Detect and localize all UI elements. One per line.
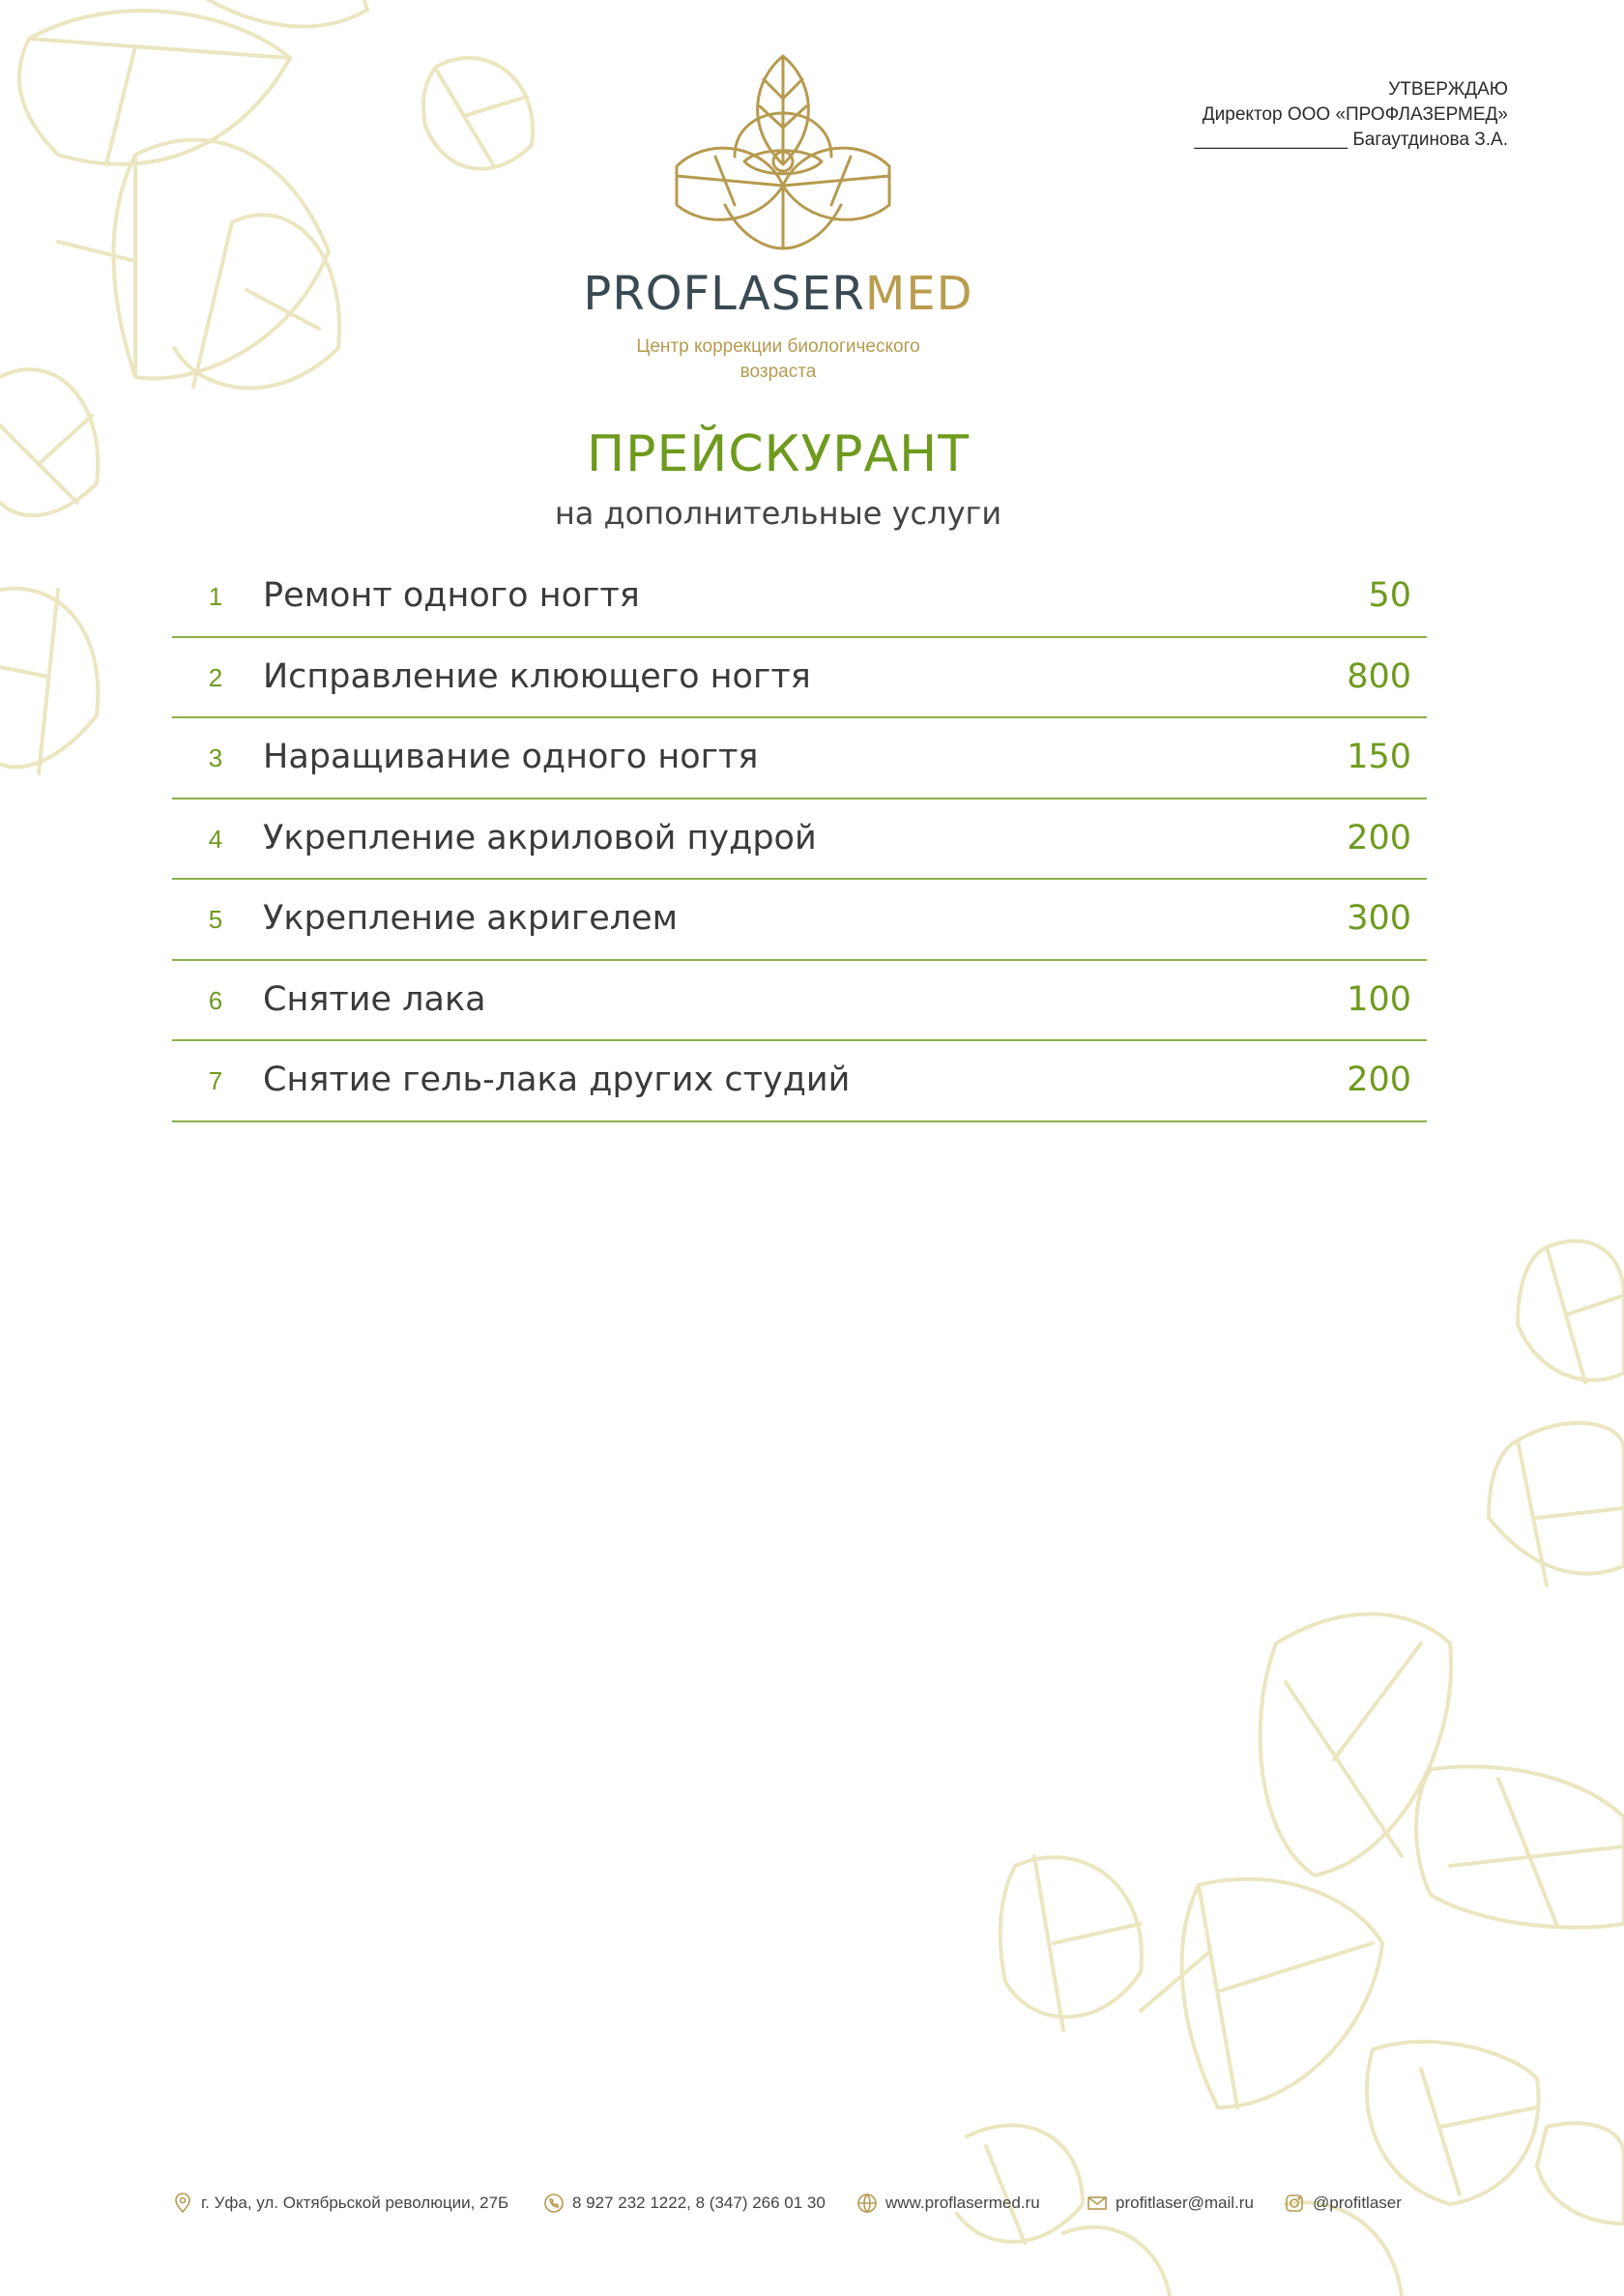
address-text: г. Уфа, ул. Октябрьской революции, 27Б — [201, 2194, 509, 2212]
row-number: 2 — [208, 662, 223, 692]
service-price: 100 — [1347, 979, 1411, 1019]
row-number: 3 — [208, 743, 223, 772]
brand-wordmark — [0, 265, 1556, 323]
approval-signature-line: _______________ Багаутдинова З.А. — [1194, 130, 1508, 150]
page-subtitle: на дополнительные услуги — [554, 495, 1002, 532]
email-link[interactable]: profitlaser@mail.ru — [1116, 2194, 1254, 2212]
service-name: Исправление клюющего ногтя — [263, 656, 811, 696]
service-price: 200 — [1347, 1061, 1411, 1099]
row-number: 7 — [208, 1066, 223, 1095]
approval-heading: УТВЕРЖДАЮ — [1388, 79, 1508, 100]
approval-block — [1005, 77, 1508, 153]
row-number: 6 — [208, 985, 223, 1015]
table-row — [172, 1041, 1427, 1122]
service-price: 800 — [1347, 656, 1411, 696]
table-row — [172, 880, 1427, 961]
service-price: 50 — [1368, 576, 1411, 615]
website-link[interactable]: www.proflasermed.ru — [885, 2194, 1040, 2212]
service-name: Снятие гель-лака других студий — [263, 1061, 851, 1099]
table-row — [172, 961, 1427, 1042]
location-pin-icon — [172, 2193, 193, 2214]
footer-address — [172, 2189, 508, 2218]
brand-prefix: PROF — [583, 267, 711, 321]
approval-director: Директор ООО «ПРОФЛАЗЕРМЕД» — [1202, 104, 1508, 125]
page-title: ПРЕЙСКУРАНТ — [587, 425, 970, 483]
table-row — [172, 638, 1427, 719]
table-row — [172, 718, 1427, 799]
service-name: Ремонт одного ногтя — [263, 576, 640, 615]
logo-emblem-icon — [667, 50, 899, 253]
service-name: Укрепление акриловой пудрой — [263, 818, 817, 857]
service-name: Снятие лака — [263, 979, 486, 1019]
globe-icon — [856, 2193, 878, 2214]
instagram-icon — [1284, 2193, 1305, 2214]
service-price: 150 — [1347, 738, 1411, 776]
service-name: Наращивание одного ногтя — [263, 738, 759, 776]
tagline-line-2: возраста — [740, 362, 817, 382]
table-row — [172, 557, 1427, 638]
row-number: 1 — [208, 582, 223, 611]
service-price: 200 — [1347, 818, 1411, 857]
tagline-line-1: Центр коррекции биологического — [636, 336, 920, 357]
row-number: 4 — [208, 824, 223, 854]
brand-suffix: MED — [864, 267, 973, 321]
phone-icon — [543, 2193, 565, 2214]
mail-icon — [1087, 2193, 1108, 2214]
footer-instagram[interactable] — [1284, 2189, 1402, 2218]
footer-phones — [543, 2189, 826, 2218]
brand-tagline — [541, 334, 1015, 385]
footer-email[interactable] — [1087, 2189, 1254, 2218]
service-name: Укрепление акригелем — [263, 899, 679, 938]
service-price: 300 — [1347, 899, 1411, 938]
footer-contacts — [172, 2189, 1429, 2218]
phones-text: 8 927 232 1222, 8 (347) 266 01 30 — [572, 2194, 826, 2212]
row-number: 5 — [208, 905, 223, 934]
price-list — [172, 557, 1427, 1122]
brand-middle: LASER — [710, 267, 865, 321]
footer-website[interactable] — [856, 2189, 1040, 2218]
instagram-link[interactable]: @profitlaser — [1313, 2194, 1402, 2212]
table-row — [172, 799, 1427, 881]
